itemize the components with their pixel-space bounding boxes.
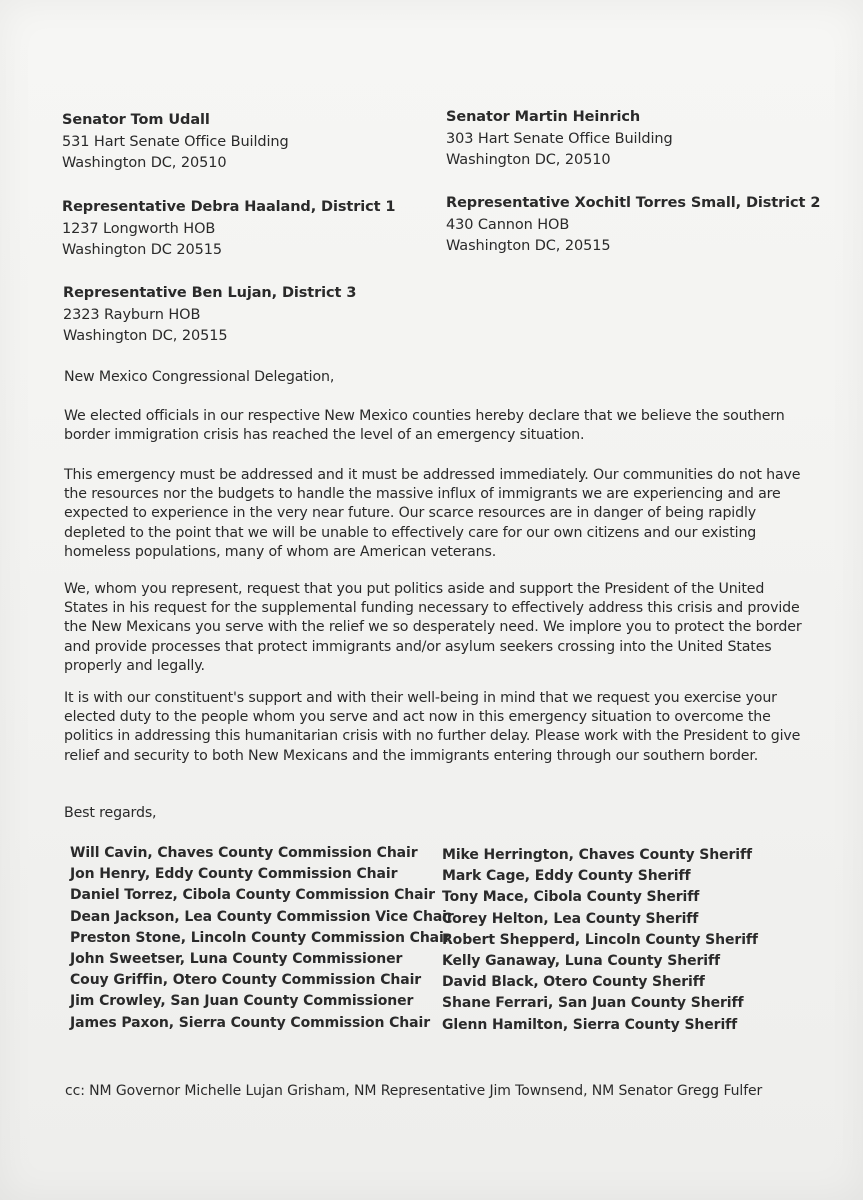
recipient-address-line: 2323 Rayburn HOB (63, 306, 201, 323)
signatory: Corey Helton, Lea County Sheriff (442, 910, 699, 927)
signatory: Shane Ferrari, San Juan County Sheriff (442, 995, 744, 1012)
recipient-name: Senator Tom Udall (62, 112, 210, 128)
signatory: Dean Jackson, Lea County Commission Vice Chair (70, 908, 454, 925)
body-paragraph-3: We, whom you represent, request that you put politics aside and support the President of the United States in his request for the supplemental funding necessary to effectively address this crisis and provide the New Mexicans you serve with the relief we so desperately need. We implore you to protect the border and provide processes that protect immigrants and/or asylum seekers crossing into the United States properly and legally. (64, 581, 802, 674)
signatory: Tony Mace, Cibola County Sheriff (442, 889, 700, 906)
signatory: Glenn Hamilton, Sierra County Sheriff (442, 1016, 738, 1033)
recipient-address-line: 1237 Longworth HOB (62, 220, 216, 237)
recipient-name: Senator Martin Heinrich (446, 109, 641, 125)
recipient-torres-small (446, 193, 820, 258)
signatory: David Black, Otero County Sheriff (442, 974, 705, 991)
signatory: Will Cavin, Chaves County Commission Chair (70, 845, 418, 861)
closing: Best regards, (64, 805, 157, 821)
signatories-left (70, 843, 454, 1034)
signatory: Jim Crowley, San Juan County Commissioner (70, 993, 414, 1010)
recipient-heinrich (446, 107, 673, 172)
salutation: New Mexico Congressional Delegation, (64, 369, 335, 385)
recipient-address-line: Washington DC, 20510 (62, 155, 227, 171)
signatory: James Paxon, Sierra County Commission Chair (70, 1014, 430, 1031)
body-paragraph-1: We elected officials in our respective New Mexico counties hereby declare that we believe the southern border immigration crisis has reached the level of an emergency situation. (64, 408, 785, 444)
recipient-address-line: Washington DC 20515 (62, 242, 222, 258)
recipient-lujan (63, 283, 356, 348)
signatories-right (442, 845, 758, 1036)
recipient-address-line: Washington DC, 20510 (446, 152, 611, 168)
signatory: John Sweetser, Luna County Commissioner (70, 951, 403, 968)
signatory: Jon Henry, Eddy County Commission Chair (70, 866, 398, 883)
signatory: Preston Stone, Lincoln County Commission Chair (70, 929, 451, 946)
signatory: Couy Griffin, Otero County Commission Chair (70, 972, 422, 989)
recipient-udall (62, 110, 289, 175)
signatory: Daniel Torrez, Cibola County Commission Chair (70, 887, 435, 904)
recipient-name: Representative Ben Lujan, District 3 (63, 285, 357, 301)
recipient-name: Representative Xochitl Torres Small, District 2 (446, 195, 821, 211)
cc-line: cc: NM Governor Michelle Lujan Grisham, NM Representative Jim Townsend, NM Senator Gregg Fulfer (65, 1083, 763, 1099)
recipient-address-line: 430 Cannon HOB (446, 216, 570, 233)
recipient-haaland (62, 197, 395, 262)
signatory: Robert Shepperd, Lincoln County Sheriff (442, 931, 758, 948)
body-paragraph-4: It is with our constituent's support and with their well-being in mind that we request you exercise your elected duty to the people whom you serve and act now in this emergency situation to overcome the politics in addressing this humanitarian crisis with no further delay. Please work with the President to give relief and security to both New Mexicans and the immigrants entering through our southern border. (64, 690, 801, 764)
recipient-address-line: 303 Hart Senate Office Building (446, 130, 673, 147)
recipient-name: Representative Debra Haaland, District 1 (62, 199, 396, 215)
recipient-address-line: Washington DC, 20515 (63, 328, 228, 344)
recipient-address-line: 531 Hart Senate Office Building (62, 133, 289, 150)
recipient-address-line: Washington DC, 20515 (446, 238, 611, 254)
signatory: Mark Cage, Eddy County Sheriff (442, 868, 691, 885)
signatory: Kelly Ganaway, Luna County Sheriff (442, 953, 720, 970)
body-paragraph-2: This emergency must be addressed and it must be addressed immediately. Our communities do not have the resources nor the budgets to handle the massive influx of immigrants we are experiencing and are expected to experience in the very near future. Our scarce resources are in danger of being rapidly depleted to the point that we will be unable to effectively care for our own citizens and our existing homeless populations, many of whom are American veterans. (64, 467, 801, 560)
signatory: Mike Herrington, Chaves County Sheriff (442, 847, 752, 863)
